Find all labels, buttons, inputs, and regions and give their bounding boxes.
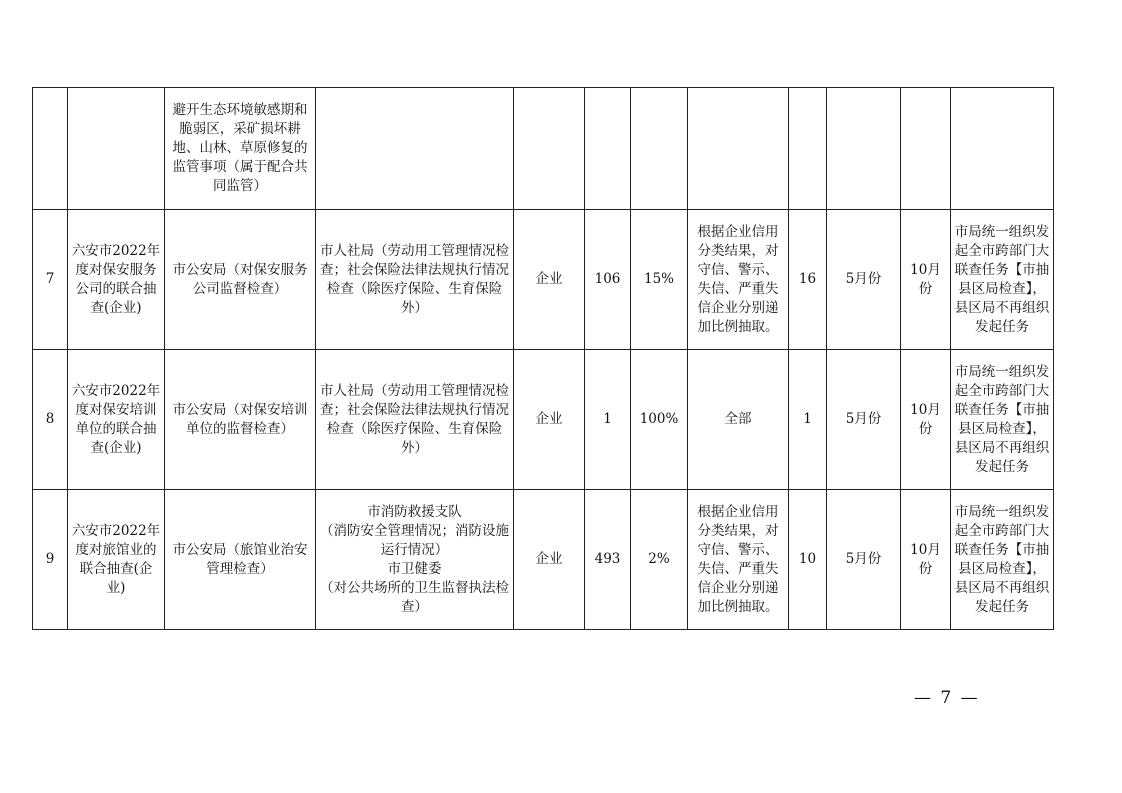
cell-partners: 市人社局（劳动用工管理情况检查；社会保险法律法规执行情况检查（除医疗保险、生育保险外）	[316, 210, 514, 350]
cell-start: 5月份	[827, 490, 901, 630]
cell-lead: 市公安局（对保安服务公司监督检查）	[165, 210, 316, 350]
cell-start: 5月份	[827, 350, 901, 490]
cell-method: 根据企业信用分类结果，对守信、警示、失信、严重失信企业分别递加比例抽取。	[688, 490, 789, 630]
cell-end: 10月份	[901, 490, 951, 630]
cell-index: 9	[33, 490, 68, 630]
cell-start	[827, 88, 901, 210]
cell-count: 493	[585, 490, 631, 630]
cell-lead: 市公安局（对保安培训单位的监督检查）	[165, 350, 316, 490]
cell-note: 市局统一组织发起全市跨部门大联查任务【市抽县区局检查】，县区局不再组织发起任务	[951, 350, 1054, 490]
cell-note: 市局统一组织发起全市跨部门大联查任务【市抽县区局检查】，县区局不再组织发起任务	[951, 490, 1054, 630]
cell-sample	[789, 88, 827, 210]
cell-partners: 市人社局（劳动用工管理情况检查；社会保险法律法规执行情况检查（除医疗保险、生育保险外）	[316, 350, 514, 490]
cell-end: 10月份	[901, 350, 951, 490]
table-row-continued	[33, 88, 1054, 210]
cell-count: 1	[585, 350, 631, 490]
cell-method: 全部	[688, 350, 789, 490]
cell-task: 六安市2022年度对保安服务公司的联合抽查(企业)	[68, 210, 165, 350]
cell-sample: 16	[789, 210, 827, 350]
cell-note: 市局统一组织发起全市跨部门大联查任务【市抽县区局检查】，县区局不再组织发起任务	[951, 210, 1054, 350]
cell-ratio	[631, 88, 688, 210]
cell-count	[585, 88, 631, 210]
cell-note	[951, 88, 1054, 210]
partner-line: （消防安全管理情况；消防设施运行情况）	[320, 522, 509, 558]
cell-lead: 避开生态环境敏感期和脆弱区，采矿损坏耕地、山林、草原修复的监管事项（属于配合共同监管）	[165, 88, 316, 210]
cell-target: 企业	[514, 210, 585, 350]
cell-lead: 市公安局（旅馆业治安管理检查）	[165, 490, 316, 630]
cell-count: 106	[585, 210, 631, 350]
cell-task: 六安市2022年度对旅馆业的联合抽查(企业)	[68, 490, 165, 630]
cell-method	[688, 88, 789, 210]
partner-line: （对公共场所的卫生监督执法检查）	[320, 579, 509, 615]
cell-index: 8	[33, 350, 68, 490]
table-row	[33, 350, 1054, 490]
cell-start: 5月份	[827, 210, 901, 350]
cell-end: 10月份	[901, 210, 951, 350]
cell-partners	[316, 490, 514, 630]
cell-index	[33, 88, 68, 210]
cell-target: 企业	[514, 350, 585, 490]
cell-target	[514, 88, 585, 210]
cell-ratio: 100%	[631, 350, 688, 490]
cell-index: 7	[33, 210, 68, 350]
cell-target: 企业	[514, 490, 585, 630]
cell-ratio: 2%	[631, 490, 688, 630]
cell-ratio: 15%	[631, 210, 688, 350]
table-row	[33, 490, 1054, 630]
partner-line: 市消防救援支队	[367, 503, 462, 520]
cell-method: 根据企业信用分类结果，对守信、警示、失信、严重失信企业分别递加比例抽取。	[688, 210, 789, 350]
page-number: — 7 —	[914, 688, 980, 708]
cell-sample: 1	[789, 350, 827, 490]
cell-sample: 10	[789, 490, 827, 630]
cell-task: 六安市2022年度对保安培训单位的联合抽查(企业)	[68, 350, 165, 490]
table-row	[33, 210, 1054, 350]
cell-task	[68, 88, 165, 210]
inspection-table	[32, 87, 1054, 630]
cell-end	[901, 88, 951, 210]
partner-line: 市卫健委	[387, 560, 442, 577]
cell-partners	[316, 88, 514, 210]
